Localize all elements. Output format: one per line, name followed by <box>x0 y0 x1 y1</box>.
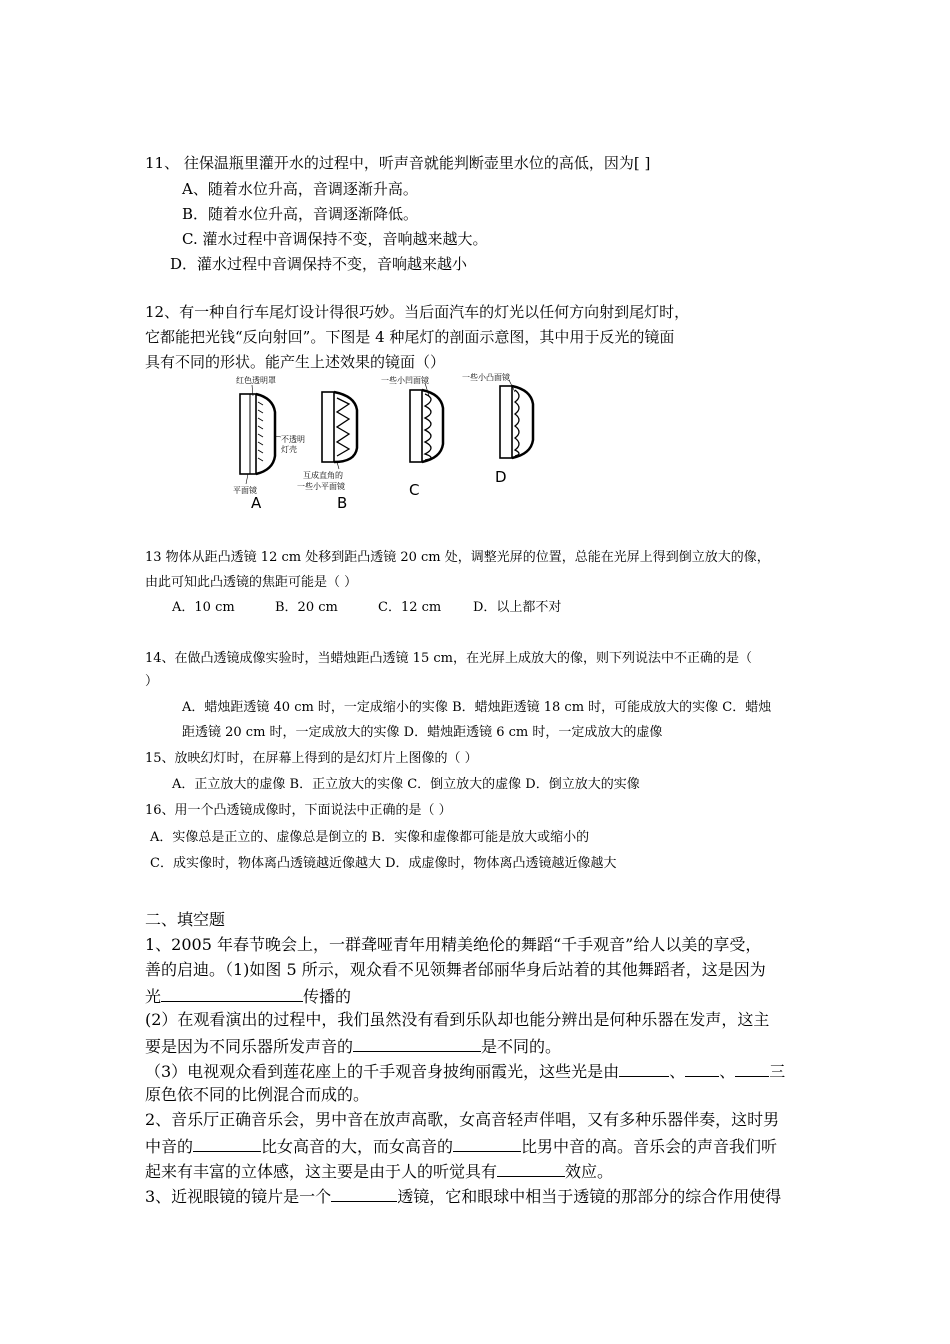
label-convex: 一些小凸面镜 <box>462 373 510 382</box>
fill2-line-2-c: 比男中音的高。音乐会的声音我们听 <box>521 1137 778 1156</box>
q14-line-4: 距透镜 20 cm 时，一定成放大的实像 D．蜡烛距透镜 6 cm 时，一定成放大的虚像 <box>182 725 663 740</box>
fill1-line-6-a: （3）电视观众看到莲花座上的千手观音身披绚丽霞光，这些光是由 <box>145 1062 620 1081</box>
letter-a: A <box>251 494 262 512</box>
fill2-line-1: 2、音乐厅正确音乐会，男中音在放声高歌，女高音轻声伴唱，又有多种乐器伴奏，这时男 <box>145 1110 780 1129</box>
fill3-line-1-a: 3、近视眼镜的镜片是一个 <box>145 1187 332 1206</box>
fill1-line-1: 1、2005 年春节晚会上，一群聋哑青年用精美绝伦的舞蹈“千手观音”给人以美的享受， <box>145 935 762 954</box>
taillight-cross-section-figure <box>225 372 565 522</box>
section-2-title: 二、填空题 <box>145 910 226 929</box>
q16-option-cd: C．成实像时，物体离凸透镜越近像越大 D．成虚像时，物体离凸透镜越近像越大 <box>150 856 617 871</box>
letter-b: B <box>337 494 348 512</box>
answer-blank-4[interactable] <box>685 1060 719 1077</box>
answer-blank-6[interactable] <box>193 1135 261 1152</box>
fill2-line-2 <box>145 1135 777 1157</box>
q14-line-2: ） <box>145 674 159 689</box>
label-concave: 一些小凹面镜 <box>381 376 429 385</box>
q11-option-a: A、随着水位升高，音调逐渐升高。 <box>182 180 418 198</box>
figure-a-plane-mirror <box>233 375 305 512</box>
q15-options: A．正立放大的虚像 B．正立放大的实像 C．倒立放大的虚像 D．倒立放大的实像 <box>172 777 640 792</box>
q15-stem: 15、放映幻灯时，在屏幕上得到的是幻灯片上图像的（ ） <box>145 751 478 766</box>
q11-option-c: C. 灌水过程中音调保持不变，音响越来越大。 <box>182 230 488 248</box>
answer-blank-1[interactable] <box>161 985 303 1002</box>
fill3-line-1 <box>145 1185 781 1207</box>
answer-blank-5[interactable] <box>735 1060 769 1077</box>
label-opaque-1: 不透明 <box>281 435 305 444</box>
fill1-line-6 <box>145 1060 785 1082</box>
fill1-line-4: (2）在观看演出的过程中，我们虽然没有看到乐队却也能分辨出是何种乐器在发声，这主 <box>145 1010 770 1029</box>
fill1-line-6-b: 、 <box>669 1062 686 1081</box>
q13-option-d: D．以上都不对 <box>473 600 562 615</box>
q14-line-3: A．蜡烛距透镜 40 cm 时，一定成缩小的实像 B．蜡烛距透镜 18 cm 时，可能成放大的实像 C．蜡烛 <box>182 700 772 715</box>
fill1-line-2: 善的启迪。（1)如图 5 所示，观众看不见领舞者邰丽华身后站着的其他舞蹈者，这是因为 <box>145 960 766 979</box>
fill1-line-3 <box>145 985 351 1007</box>
q12-line-1: 12、有一种自行车尾灯设计得很巧妙。当后面汽车的灯光以任何方向射到尾灯时， <box>145 303 690 321</box>
answer-blank-8[interactable] <box>497 1160 565 1177</box>
fill2-line-3 <box>145 1160 613 1182</box>
answer-blank-3[interactable] <box>619 1060 669 1077</box>
q16-stem: 16、用一个凸透镜成像时，下面说法中正确的是（ ） <box>145 803 452 818</box>
label-opaque-2: 灯壳 <box>281 445 297 454</box>
fill1-line-5-b: 是不同的。 <box>481 1037 562 1056</box>
label-right-angle-2: 一些小平面镜 <box>297 482 345 491</box>
q14-line-1: 14、在做凸透镜成像实验时，当蜡烛距凸透镜 15 cm，在光屏上成放大的像，则下列说法中不正确的是（ <box>145 651 752 666</box>
label-right-angle-1: 互成直角的 <box>303 471 343 480</box>
fill2-line-3-b: 效应。 <box>565 1162 614 1181</box>
fill3-line-1-b: 透镜，它和眼球中相当于透镜的那部分的综合作用使得 <box>397 1187 782 1206</box>
q13-line-2: 由此可知此凸透镜的焦距可能是（ ） <box>145 575 358 590</box>
q11-option-d: D．灌水过程中音调保持不变，音响越来越小 <box>170 255 468 273</box>
q11-stem: 11、 往保温瓶里灌开水的过程中，听声音就能判断壶里水位的高低，因为[ ] <box>145 154 651 172</box>
fill2-line-2-b: 比女高音的大，而女高音的 <box>261 1137 454 1156</box>
answer-blank-9[interactable] <box>331 1185 397 1202</box>
label-red-cover: 红色透明罩 <box>236 376 276 385</box>
fill1-line-6-d: 三 <box>769 1062 786 1081</box>
q12-line-3: 具有不同的形状。能产生上述效果的镜面（） <box>145 353 446 371</box>
letter-d: D <box>495 468 507 486</box>
q13-line-1: 13 物体从距凸透镜 12 cm 处移到距凸透镜 20 cm 处，调整光屏的位置，总能在光屏上得到倒立放大的像， <box>145 550 770 565</box>
fill2-line-2-a: 中音的 <box>145 1137 194 1156</box>
figure-c-concave-mirrors <box>381 375 443 499</box>
fill1-line-5 <box>145 1035 561 1057</box>
letter-c: C <box>409 481 420 499</box>
fill1-line-6-c: 、 <box>719 1062 736 1081</box>
q12-line-2: 它都能把光钱“反向射回”。下图是 4 种尾灯的剖面示意图，其中用于反光的镜面 <box>145 328 675 346</box>
fill1-line-3-b: 传播的 <box>303 987 352 1006</box>
q13-option-c: C．12 cm <box>378 600 442 615</box>
fill1-line-5-a: 要是因为不同乐器所发声音的 <box>145 1037 354 1056</box>
figure-b-right-angle-mirrors <box>297 392 357 512</box>
q16-option-ab: A．实像总是正立的、虚像总是倒立的 B．实像和虚像都可能是放大或缩小的 <box>150 830 590 845</box>
answer-blank-2[interactable] <box>353 1035 481 1052</box>
q13-option-a: A．10 cm <box>172 600 235 615</box>
fill1-line-7: 原色依不同的比例混合而成的。 <box>145 1085 370 1104</box>
q11-option-b: B．随着水位升高，音调逐渐降低。 <box>182 205 419 223</box>
figure-d-convex-mirrors <box>462 372 533 486</box>
q13-option-b: B．20 cm <box>275 600 338 615</box>
fill2-line-3-a: 起来有丰富的立体感，这主要是由于人的听觉具有 <box>145 1162 498 1181</box>
label-plane-mirror: 平面镜 <box>233 486 257 495</box>
answer-blank-7[interactable] <box>453 1135 521 1152</box>
fill1-line-3-a: 光 <box>145 987 162 1006</box>
